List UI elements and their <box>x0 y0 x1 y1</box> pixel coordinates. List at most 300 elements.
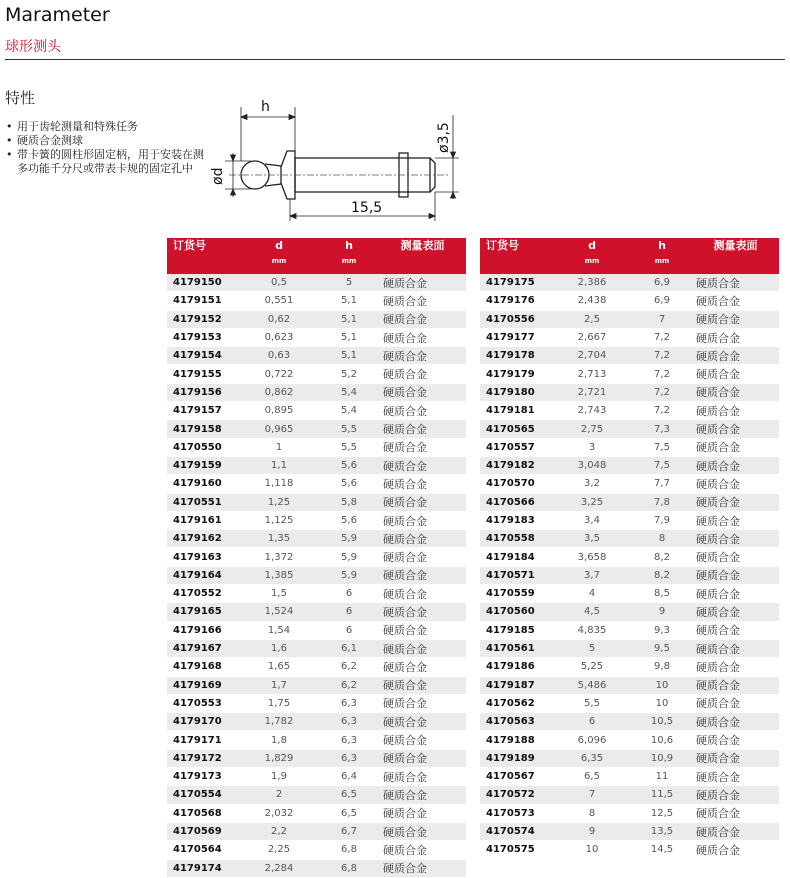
order-number-cell: 4170562 <box>480 694 552 712</box>
h-cell: 7,5 <box>632 438 692 456</box>
table-row <box>480 310 779 328</box>
order-number-cell: 4179161 <box>167 511 239 529</box>
surface-cell: 硬质合金 <box>379 749 466 767</box>
table-row <box>167 603 466 621</box>
table-row <box>167 365 466 383</box>
surface-cell: 硬质合金 <box>379 658 466 676</box>
order-number-cell: 4179187 <box>480 676 552 694</box>
d-cell: 1,524 <box>239 603 319 621</box>
h-cell: 5 <box>319 274 379 292</box>
h-cell: 7,2 <box>632 328 692 346</box>
h-cell: 5,6 <box>319 475 379 493</box>
d-cell: 1,8 <box>239 731 319 749</box>
table-row <box>480 804 779 822</box>
h-cell: 5,6 <box>319 511 379 529</box>
surface-cell: 硬质合金 <box>692 548 779 566</box>
order-number-cell: 4179171 <box>167 731 239 749</box>
surface-cell: 硬质合金 <box>692 658 779 676</box>
table-row <box>480 694 779 712</box>
surface-cell: 硬质合金 <box>692 841 779 859</box>
table-row <box>167 713 466 731</box>
order-number-cell: 4179177 <box>480 328 552 346</box>
d-cell: 3,25 <box>552 493 632 511</box>
table-row <box>167 822 466 840</box>
order-number-cell: 4179153 <box>167 328 239 346</box>
d-cell: 5 <box>552 639 632 657</box>
h-cell: 5,6 <box>319 456 379 474</box>
order-number-cell: 4179179 <box>480 365 552 383</box>
surface-cell: 硬质合金 <box>379 475 466 493</box>
d-cell: 1,65 <box>239 658 319 676</box>
h-cell: 6,2 <box>319 676 379 694</box>
table-row <box>480 347 779 365</box>
features-list <box>6 120 206 176</box>
h-cell: 7,2 <box>632 365 692 383</box>
d-cell: 7 <box>552 786 632 804</box>
order-number-cell: 4179175 <box>480 274 552 292</box>
dim-h-label: h <box>261 99 270 115</box>
order-number-cell: 4179158 <box>167 420 239 438</box>
d-cell: 2,2 <box>239 822 319 840</box>
table-row <box>480 639 779 657</box>
h-cell: 10,9 <box>632 749 692 767</box>
d-cell: 3,5 <box>552 530 632 548</box>
surface-cell: 硬质合金 <box>379 841 466 859</box>
surface-cell: 硬质合金 <box>379 603 466 621</box>
table-row <box>480 383 779 401</box>
h-cell: 6,2 <box>319 658 379 676</box>
d-cell: 2,75 <box>552 420 632 438</box>
table-row <box>167 511 466 529</box>
table-row <box>480 676 779 694</box>
d-cell: 2,667 <box>552 328 632 346</box>
header-d: d mm <box>552 238 632 274</box>
order-number-cell: 4179157 <box>167 402 239 420</box>
surface-cell: 硬质合金 <box>379 548 466 566</box>
h-cell: 6,3 <box>319 749 379 767</box>
table-row <box>167 841 466 859</box>
surface-cell: 硬质合金 <box>692 420 779 438</box>
surface-cell: 硬质合金 <box>379 310 466 328</box>
d-cell: 1,385 <box>239 566 319 584</box>
surface-cell: 硬质合金 <box>692 749 779 767</box>
order-number-cell: 4179176 <box>480 292 552 310</box>
d-cell: 1,125 <box>239 511 319 529</box>
d-cell: 10 <box>552 841 632 859</box>
d-cell: 2,721 <box>552 383 632 401</box>
order-number-cell: 4179156 <box>167 383 239 401</box>
d-cell: 1,1 <box>239 456 319 474</box>
table-row <box>167 493 466 511</box>
header-h: h mm <box>319 238 379 274</box>
surface-cell: 硬质合金 <box>379 420 466 438</box>
order-number-cell: 4170553 <box>167 694 239 712</box>
table-row <box>167 328 466 346</box>
h-cell: 14,5 <box>632 841 692 859</box>
d-cell: 6,096 <box>552 731 632 749</box>
d-cell: 0,862 <box>239 383 319 401</box>
surface-cell: 硬质合金 <box>379 621 466 639</box>
table-row <box>167 548 466 566</box>
h-cell: 5,1 <box>319 292 379 310</box>
h-cell: 7,9 <box>632 511 692 529</box>
h-cell: 5,4 <box>319 383 379 401</box>
d-cell: 2,032 <box>239 804 319 822</box>
surface-cell: 硬质合金 <box>379 859 466 877</box>
order-number-cell: 4179180 <box>480 383 552 401</box>
table-row <box>167 694 466 712</box>
h-cell: 8,2 <box>632 566 692 584</box>
surface-cell: 硬质合金 <box>692 639 779 657</box>
table-row <box>167 438 466 456</box>
d-cell: 0,5 <box>239 274 319 292</box>
surface-cell: 硬质合金 <box>379 402 466 420</box>
d-cell: 0,62 <box>239 310 319 328</box>
surface-cell: 硬质合金 <box>692 731 779 749</box>
d-cell: 1,25 <box>239 493 319 511</box>
h-cell: 6 <box>319 585 379 603</box>
h-cell: 11,5 <box>632 786 692 804</box>
table-row <box>480 328 779 346</box>
order-number-cell: 4170564 <box>167 841 239 859</box>
table-row <box>167 731 466 749</box>
order-number-cell: 4179178 <box>480 347 552 365</box>
table-row <box>167 292 466 310</box>
header-order-number: 订货号 <box>167 238 239 274</box>
table-row <box>167 402 466 420</box>
d-cell: 3,2 <box>552 475 632 493</box>
h-cell: 5,9 <box>319 530 379 548</box>
h-cell: 9,3 <box>632 621 692 639</box>
order-number-cell: 4170568 <box>167 804 239 822</box>
order-number-cell: 4170573 <box>480 804 552 822</box>
h-cell: 10 <box>632 694 692 712</box>
surface-cell: 硬质合金 <box>379 768 466 786</box>
header-surface: 测量表面 <box>379 238 466 274</box>
order-number-cell: 4179189 <box>480 749 552 767</box>
order-number-cell: 4179162 <box>167 530 239 548</box>
h-cell: 8,5 <box>632 585 692 603</box>
d-cell: 6,35 <box>552 749 632 767</box>
d-cell: 0,63 <box>239 347 319 365</box>
surface-cell: 硬质合金 <box>692 603 779 621</box>
d-cell: 0,895 <box>239 402 319 420</box>
d-cell: 3,4 <box>552 511 632 529</box>
d-cell: 2 <box>239 786 319 804</box>
feature-item: • 硬质合金测球 <box>6 134 206 148</box>
order-number-cell: 4179155 <box>167 365 239 383</box>
dim-length-label: 15,5 <box>351 200 383 216</box>
h-cell: 6,1 <box>319 639 379 657</box>
d-cell: 1,9 <box>239 768 319 786</box>
table-row <box>167 621 466 639</box>
surface-cell: 硬质合金 <box>692 274 779 292</box>
surface-cell: 硬质合金 <box>692 585 779 603</box>
table-row <box>480 749 779 767</box>
table-row <box>167 786 466 804</box>
order-number-cell: 4179165 <box>167 603 239 621</box>
d-cell: 3 <box>552 438 632 456</box>
d-cell: 3,658 <box>552 548 632 566</box>
order-number-cell: 4170572 <box>480 786 552 804</box>
table-row <box>480 420 779 438</box>
table-row <box>167 804 466 822</box>
header-h: h mm <box>632 238 692 274</box>
table-row <box>480 438 779 456</box>
table-row <box>480 292 779 310</box>
h-cell: 6,4 <box>319 768 379 786</box>
surface-cell: 硬质合金 <box>379 804 466 822</box>
surface-cell: 硬质合金 <box>379 585 466 603</box>
order-number-cell: 4170575 <box>480 841 552 859</box>
order-number-cell: 4170561 <box>480 639 552 657</box>
order-number-cell: 4170559 <box>480 585 552 603</box>
table-row <box>167 859 466 877</box>
feature-item: • 带卡簧的圆柱形固定柄，用于安装在测多功能千分尺或带表卡规的固定孔中 <box>6 148 206 176</box>
surface-cell: 硬质合金 <box>692 456 779 474</box>
order-number-cell: 4179150 <box>167 274 239 292</box>
d-cell: 2,713 <box>552 365 632 383</box>
order-number-cell: 4170550 <box>167 438 239 456</box>
h-cell: 8,2 <box>632 548 692 566</box>
table-row <box>167 456 466 474</box>
table-row <box>480 822 779 840</box>
d-cell: 0,965 <box>239 420 319 438</box>
order-number-cell: 4179172 <box>167 749 239 767</box>
order-number-cell: 4179182 <box>480 456 552 474</box>
order-number-cell: 4170571 <box>480 566 552 584</box>
table-row <box>480 731 779 749</box>
order-number-cell: 4170560 <box>480 603 552 621</box>
surface-cell: 硬质合金 <box>379 676 466 694</box>
d-cell: 2,386 <box>552 274 632 292</box>
order-number-cell: 4179159 <box>167 456 239 474</box>
d-cell: 5,486 <box>552 676 632 694</box>
d-cell: 1,75 <box>239 694 319 712</box>
h-cell: 8 <box>632 530 692 548</box>
h-cell: 7,8 <box>632 493 692 511</box>
table-row <box>480 585 779 603</box>
d-cell: 1,782 <box>239 713 319 731</box>
table-row <box>480 548 779 566</box>
h-cell: 6,3 <box>319 713 379 731</box>
table-row <box>167 585 466 603</box>
table-row <box>167 420 466 438</box>
order-number-cell: 4170567 <box>480 768 552 786</box>
table-row <box>167 768 466 786</box>
header-surface: 测量表面 <box>692 238 779 274</box>
table-row <box>480 658 779 676</box>
table-row <box>480 493 779 511</box>
h-cell: 11 <box>632 768 692 786</box>
surface-cell: 硬质合金 <box>692 822 779 840</box>
h-cell: 5,1 <box>319 310 379 328</box>
d-cell: 2,5 <box>552 310 632 328</box>
order-number-cell: 4170563 <box>480 713 552 731</box>
surface-cell: 硬质合金 <box>692 713 779 731</box>
surface-cell: 硬质合金 <box>379 713 466 731</box>
order-number-cell: 4170569 <box>167 822 239 840</box>
h-cell: 9,8 <box>632 658 692 676</box>
order-number-cell: 4170565 <box>480 420 552 438</box>
order-number-cell: 4179183 <box>480 511 552 529</box>
h-cell: 5,9 <box>319 548 379 566</box>
surface-cell: 硬质合金 <box>379 456 466 474</box>
surface-cell: 硬质合金 <box>379 383 466 401</box>
order-number-cell: 4179184 <box>480 548 552 566</box>
surface-cell: 硬质合金 <box>379 365 466 383</box>
order-number-cell: 4179188 <box>480 731 552 749</box>
header-order-number: 订货号 <box>480 238 552 274</box>
surface-cell: 硬质合金 <box>379 347 466 365</box>
title-divider <box>5 59 785 60</box>
surface-cell: 硬质合金 <box>692 493 779 511</box>
table-row <box>480 713 779 731</box>
table-row <box>167 676 466 694</box>
surface-cell: 硬质合金 <box>379 493 466 511</box>
feature-item: • 用于齿轮测量和特殊任务 <box>6 120 206 134</box>
order-number-cell: 4179169 <box>167 676 239 694</box>
surface-cell: 硬质合金 <box>692 694 779 712</box>
surface-cell: 硬质合金 <box>692 511 779 529</box>
surface-cell: 硬质合金 <box>379 328 466 346</box>
d-cell: 6,5 <box>552 768 632 786</box>
d-cell: 1,5 <box>239 585 319 603</box>
d-cell: 1,829 <box>239 749 319 767</box>
table-row <box>480 475 779 493</box>
probe-drawing <box>205 95 465 225</box>
order-number-cell: 4170554 <box>167 786 239 804</box>
order-number-cell: 4170570 <box>480 475 552 493</box>
table-row <box>480 566 779 584</box>
order-number-cell: 4170558 <box>480 530 552 548</box>
surface-cell: 硬质合金 <box>379 822 466 840</box>
d-cell: 4,5 <box>552 603 632 621</box>
d-cell: 4 <box>552 585 632 603</box>
surface-cell: 硬质合金 <box>692 530 779 548</box>
d-cell: 2,743 <box>552 402 632 420</box>
d-cell: 2,25 <box>239 841 319 859</box>
h-cell: 6,3 <box>319 731 379 749</box>
dim-d-label: ød <box>210 167 226 185</box>
h-cell: 6,5 <box>319 804 379 822</box>
surface-cell: 硬质合金 <box>379 566 466 584</box>
h-cell: 6,7 <box>319 822 379 840</box>
d-cell: 0,623 <box>239 328 319 346</box>
surface-cell: 硬质合金 <box>692 804 779 822</box>
order-number-cell: 4179164 <box>167 566 239 584</box>
d-cell: 1 <box>239 438 319 456</box>
h-cell: 5,5 <box>319 438 379 456</box>
h-cell: 7,7 <box>632 475 692 493</box>
surface-cell: 硬质合金 <box>379 438 466 456</box>
d-cell: 5,5 <box>552 694 632 712</box>
h-cell: 5,2 <box>319 365 379 383</box>
surface-cell: 硬质合金 <box>692 566 779 584</box>
page-subtitle: 球形测头 <box>5 39 61 55</box>
h-cell: 6,5 <box>319 786 379 804</box>
d-cell: 1,7 <box>239 676 319 694</box>
features-title: 特性 <box>5 89 36 107</box>
table-row <box>480 530 779 548</box>
h-cell: 9 <box>632 603 692 621</box>
dim-dia-label: ø3,5 <box>436 122 452 153</box>
d-cell: 1,372 <box>239 548 319 566</box>
h-cell: 5,9 <box>319 566 379 584</box>
h-cell: 7,3 <box>632 420 692 438</box>
d-cell: 6 <box>552 713 632 731</box>
h-cell: 7,2 <box>632 347 692 365</box>
d-cell: 2,284 <box>239 859 319 877</box>
order-number-cell: 4170574 <box>480 822 552 840</box>
order-number-cell: 4179173 <box>167 768 239 786</box>
order-number-cell: 4170557 <box>480 438 552 456</box>
h-cell: 6 <box>319 603 379 621</box>
order-number-cell: 4179166 <box>167 621 239 639</box>
h-cell: 6,9 <box>632 292 692 310</box>
surface-cell: 硬质合金 <box>692 676 779 694</box>
surface-cell: 硬质合金 <box>379 786 466 804</box>
surface-cell: 硬质合金 <box>692 438 779 456</box>
table-row <box>480 402 779 420</box>
h-cell: 5,1 <box>319 347 379 365</box>
order-number-cell: 4179160 <box>167 475 239 493</box>
surface-cell: 硬质合金 <box>379 511 466 529</box>
surface-cell: 硬质合金 <box>379 274 466 292</box>
table-row <box>167 530 466 548</box>
d-cell: 1,35 <box>239 530 319 548</box>
order-number-cell: 4179185 <box>480 621 552 639</box>
h-cell: 5,8 <box>319 493 379 511</box>
table-row <box>480 274 779 292</box>
surface-cell: 硬质合金 <box>692 328 779 346</box>
table-row <box>480 456 779 474</box>
table-row <box>480 621 779 639</box>
surface-cell: 硬质合金 <box>692 621 779 639</box>
h-cell: 7,2 <box>632 383 692 401</box>
surface-cell: 硬质合金 <box>379 530 466 548</box>
page-title: Marameter <box>5 4 110 26</box>
d-cell: 0,551 <box>239 292 319 310</box>
order-number-cell: 4170556 <box>480 310 552 328</box>
surface-cell: 硬质合金 <box>692 347 779 365</box>
table-row <box>167 749 466 767</box>
surface-cell: 硬质合金 <box>692 768 779 786</box>
table-row <box>480 511 779 529</box>
order-number-cell: 4179167 <box>167 639 239 657</box>
order-number-cell: 4170566 <box>480 493 552 511</box>
d-cell: 5,25 <box>552 658 632 676</box>
table-row <box>167 566 466 584</box>
h-cell: 6 <box>319 621 379 639</box>
table-row <box>167 639 466 657</box>
surface-cell: 硬质合金 <box>379 292 466 310</box>
d-cell: 3,7 <box>552 566 632 584</box>
h-cell: 5,1 <box>319 328 379 346</box>
h-cell: 7 <box>632 310 692 328</box>
h-cell: 5,5 <box>319 420 379 438</box>
h-cell: 10,5 <box>632 713 692 731</box>
order-number-cell: 4179168 <box>167 658 239 676</box>
d-cell: 1,54 <box>239 621 319 639</box>
order-number-cell: 4179181 <box>480 402 552 420</box>
table-row <box>167 310 466 328</box>
h-cell: 5,4 <box>319 402 379 420</box>
surface-cell: 硬质合金 <box>379 731 466 749</box>
d-cell: 4,835 <box>552 621 632 639</box>
d-cell: 9 <box>552 822 632 840</box>
d-cell: 8 <box>552 804 632 822</box>
